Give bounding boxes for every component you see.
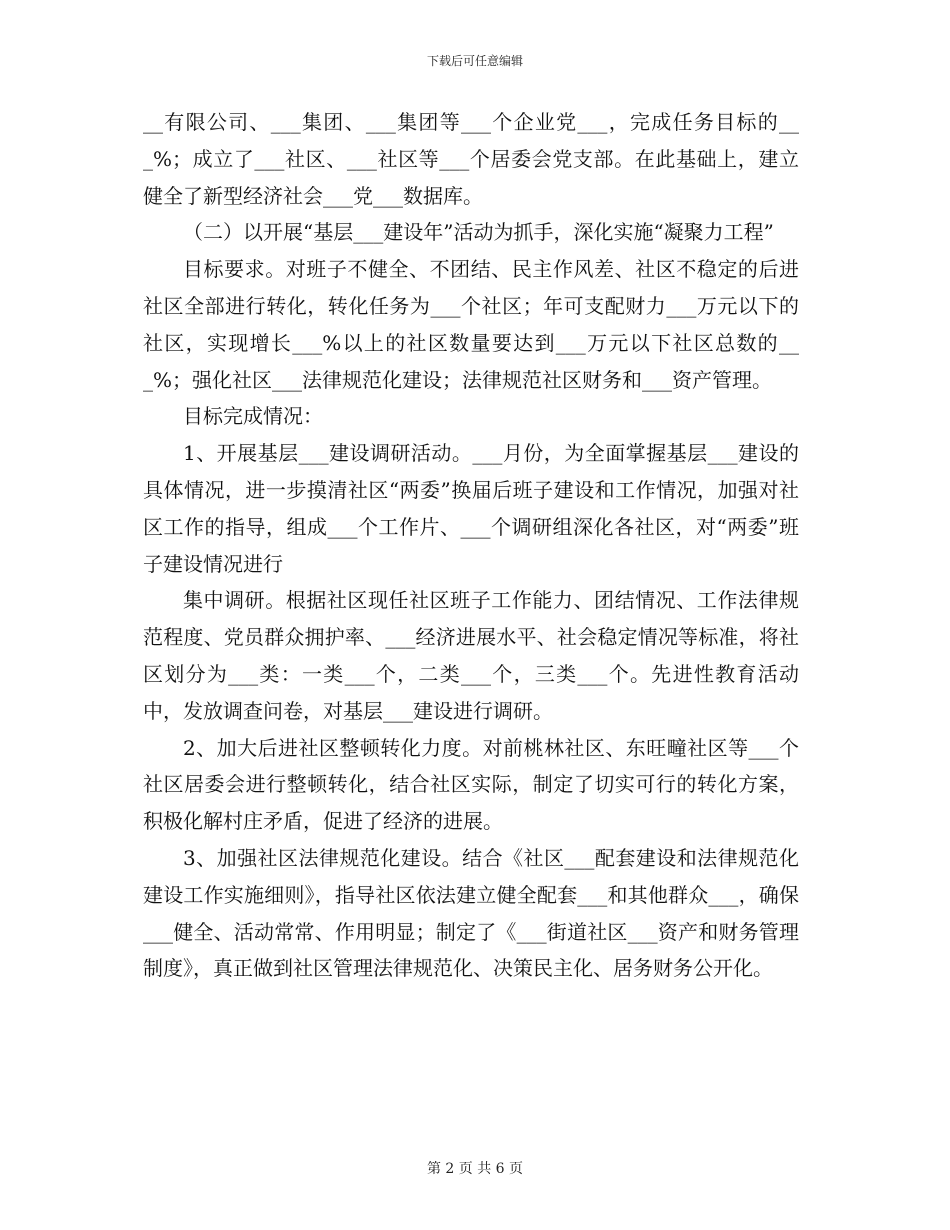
document-body	[143, 104, 799, 987]
paragraph-party-organizations: __有限公司、___集团、___集团等___个企业党___，完成任务目标的___%；成立了___社区、___社区等___个居委会党支部。在此基础上，建立健全了新型经济社会___党___数据库。	[143, 110, 799, 208]
paragraph-centralized-research: 集中调研。根据社区现任社区班子工作能力、团结情况、工作法律规范程度、党员群众拥护率、___经济进展水平、社会稳定情况等标准，将社区划分为___类：一类___个，二类___个，三类___个。先进性教育活动中，发放调查问卷，对基层___建设进行调研。	[143, 588, 799, 723]
page-header: 下载后可任意编辑	[426, 54, 523, 68]
paragraph-completion-status-label: 目标完成情况：	[183, 404, 323, 429]
paragraph-item-1-research: 1、开展基层___建设调研活动。___月份，为全面掌握基层___建设的具体情况，进一步摸清社区“两委”换届后班子建设和工作情况，加强对社区工作的指导，组成___个工作片、___个调研组深化各社区，对“两委”班子建设情况进行	[143, 441, 799, 576]
paragraph-item-2-rectification: 2、加大后进社区整顿转化力度。对前桃林社区、东旺疃社区等___个社区居委会进行整顿转化，结合社区实际，制定了切实可行的转化方案，积极化解村庄矛盾，促进了经济的进展。	[143, 735, 799, 834]
section-heading-cohesion-project: （二）以开展“基层___建设年”活动为抓手，深化实施“凝聚力工程”	[183, 220, 774, 245]
page-footer: 第 2 页 共 6 页	[426, 1161, 524, 1177]
paragraph-target-requirements: 目标要求。对班子不健全、不团结、民主作风差、社区不稳定的后进社区全部进行转化，转化任务为___个社区；年可支配财力___万元以下的社区，实现增长___%以上的社区数量要达到___万元以下社区总数的___%；强化社区___法律规范化建设；法律规范社区财务和___资产管理。	[143, 257, 799, 392]
paragraph-item-3-legal-standardization: 3、加强社区法律规范化建设。结合《社区___配套建设和法律规范化建设工作实施细则》，指导社区依法建立健全配套___和其他群众___，确保___健全、活动常常、作用明显；制定了《___街道社区___资产和财务管理制度》，真正做到社区管理法律规范化、决策民主化、居务财务公开化。	[143, 845, 799, 981]
